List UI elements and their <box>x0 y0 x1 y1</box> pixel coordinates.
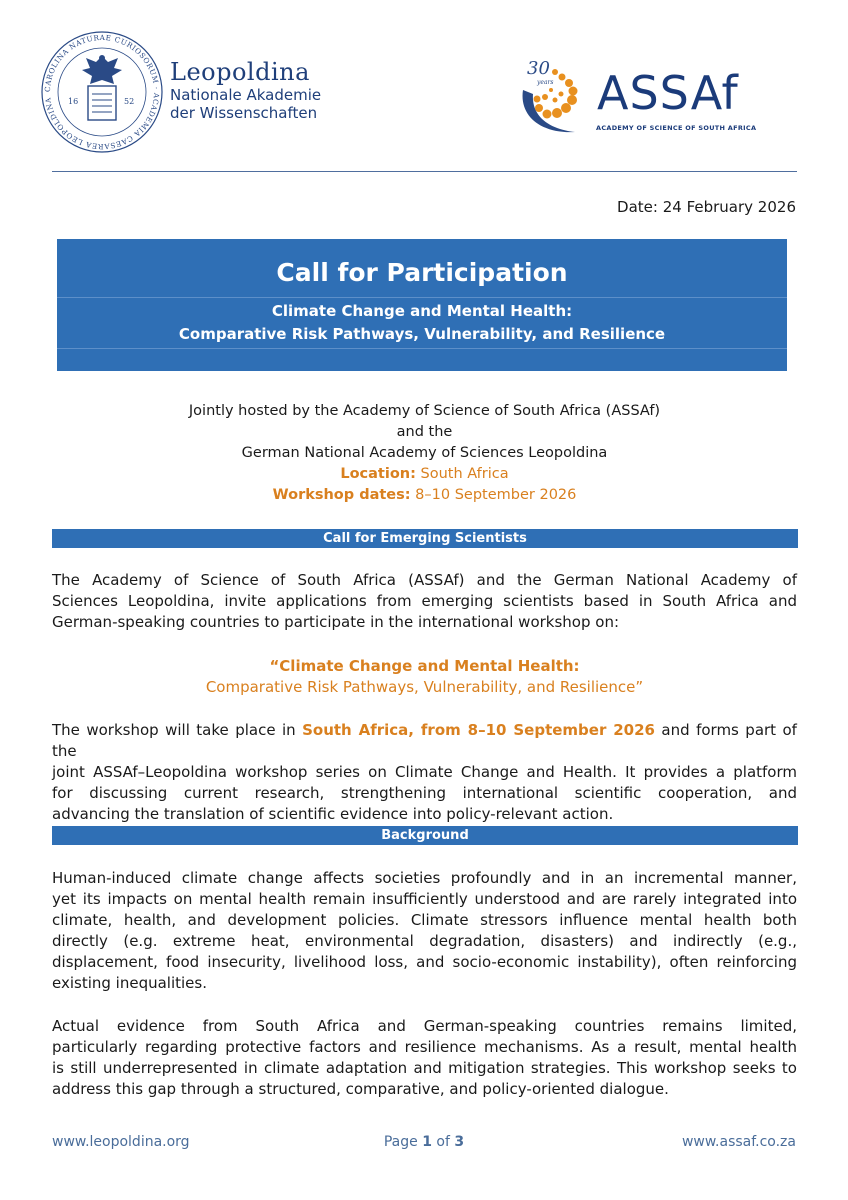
leopoldina-name: Leopoldina <box>170 58 310 86</box>
paragraph-line: joint ASSAf–Leopoldina workshop series on Climate Change and Health. It provides a platform <box>52 763 797 781</box>
page-label: Page <box>383 1134 418 1150</box>
paragraph-line: advancing the translation of scientific evidence into policy-relevant action. <box>52 805 614 823</box>
svg-text:CAROLINA NATURAE CURIOSORUM · <box>43 33 161 151</box>
page-title: Call for Participation <box>276 258 568 287</box>
paragraph-line: address this gap through a structured, comparative, and policy-oriented dialogue. <box>52 1080 669 1098</box>
paragraph-line: displacement, food insecurity, livelihood loss, and socio-economic instability), often reinforcing <box>52 953 797 971</box>
workshop-quote-subtitle: Comparative Risk Pathways, Vulnerability, and Resilience” <box>205 678 644 696</box>
hosts-line-2: and the <box>396 424 453 440</box>
paragraph-line: The Academy of Science of South Africa (ASSAf) and the German National Academy of <box>52 571 797 589</box>
footer-leopoldina-link[interactable]: www.leopoldina.org <box>52 1134 190 1150</box>
workshop-dates-value: 8–10 September 2026 <box>415 487 577 503</box>
title-subtitle-2: Comparative Risk Pathways, Vulnerability, and Resilience <box>178 325 666 343</box>
paragraph-line: existing inequalities. <box>52 974 207 992</box>
paragraph-line: directly (e.g. extreme heat, environmental degradation, disasters) and indirectly (e.g., <box>52 932 797 950</box>
paragraph-line: for discussing current research, strengthening international scientific cooperation, and <box>52 784 797 802</box>
workshop-quote-title: “Climate Change and Mental Health: <box>269 657 580 675</box>
hosts-line-1: Jointly hosted by the Academy of Science of South Africa (ASSAf) <box>188 403 661 419</box>
workshop-dates-label: Workshop dates: <box>272 487 411 503</box>
page-total: 3 <box>454 1134 465 1150</box>
leopoldina-subtitle-1: Nationale Akademie <box>170 86 322 104</box>
header-divider <box>52 171 797 172</box>
location-label: Location: <box>340 466 416 482</box>
workshop-place-outro: and forms part of the <box>52 721 797 760</box>
hosts-line-3: German National Academy of Sciences Leopoldina <box>241 445 608 461</box>
workshop-place-intro: The workshop will take place in <box>52 721 296 739</box>
footer-assaf-link[interactable]: www.assaf.co.za <box>681 1134 796 1150</box>
assaf-anniversary-word: years <box>537 79 554 86</box>
emerging-details-paragraph <box>52 720 797 825</box>
location-value: South Africa <box>420 466 509 482</box>
title-subtitle-1: Climate Change and Mental Health: <box>271 302 573 320</box>
page-of: of <box>436 1134 450 1150</box>
page-current: 1 <box>422 1134 432 1150</box>
document-date: Date: 24 February 2026 <box>617 198 796 216</box>
leopoldina-wordmark <box>170 58 321 122</box>
workshop-dates-line <box>52 485 797 506</box>
section-heading-emerging-scientists: Call for Emerging Scientists <box>52 529 798 548</box>
leopoldina-subtitle-2: der Wissenschaften <box>170 104 318 122</box>
paragraph-line: climate, health, and development policies. Climate stressors influence mental health both <box>52 911 797 929</box>
seal-year-right: 52 <box>124 97 135 106</box>
paragraph-line: is still underrepresented in climate adaptation and mitigation strategies. This workshop seeks to <box>52 1059 797 1077</box>
emerging-intro-paragraph <box>52 570 797 633</box>
paragraph-line: yet its impacts on mental health remain insufficiently understood and are rarely integrated into <box>52 890 797 908</box>
paragraph-line: Actual evidence from South Africa and German-speaking countries remains limited, <box>52 1017 797 1035</box>
section-heading-background: Background <box>52 826 798 845</box>
background-paragraph-1 <box>52 868 797 994</box>
location-line <box>52 464 797 485</box>
assaf-anniversary-number: 30 <box>527 58 550 79</box>
paragraph-line: Sciences Leopoldina, invite applications from emerging scientists based in South Africa and <box>52 592 797 610</box>
paragraph-line <box>52 720 797 762</box>
workshop-place-highlight: South Africa, from 8–10 September 2026 <box>302 721 655 739</box>
assaf-tagline: ACADEMY OF SCIENCE OF SOUTH AFRICA <box>596 124 757 132</box>
paragraph-line: German-speaking countries to participate in the international workshop on: <box>52 613 620 631</box>
leopoldina-seal <box>38 28 166 156</box>
seal-year-left: 16 <box>68 97 79 106</box>
paragraph-line: particularly regarding protective factors and resilience mechanisms. As a result, mental health <box>52 1038 797 1056</box>
assaf-wordmark: ASSAf <box>597 66 739 120</box>
background-paragraph-2 <box>52 1016 797 1100</box>
seal-ring-text: CAROLINA NATURAE CURIOSORUM · ACADEMIA CAESAREA LEOPOLDINA <box>42 32 162 152</box>
paragraph-line: Human-induced climate change affects societies profoundly and in an incremental manner, <box>52 869 797 887</box>
